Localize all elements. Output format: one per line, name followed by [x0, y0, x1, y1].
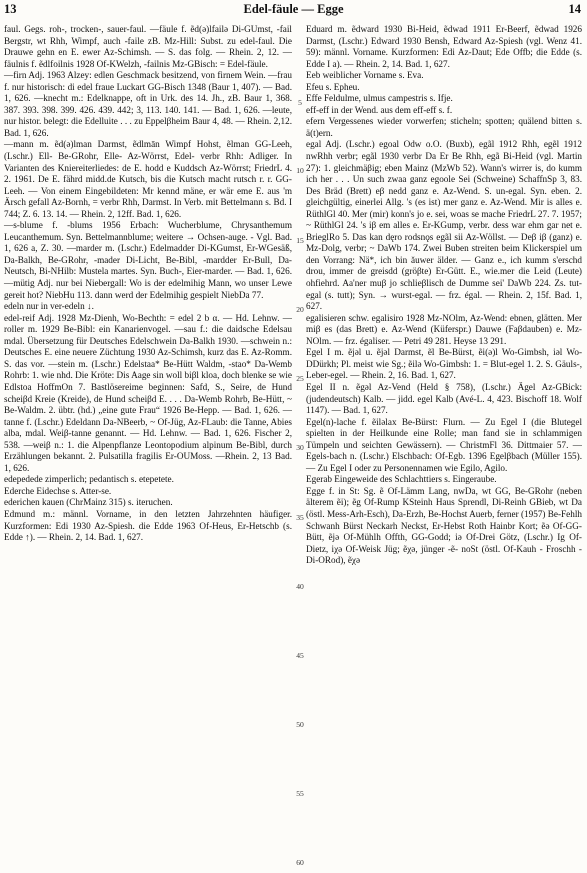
- entry-text: Edmund m.: männl. Vorname, in den letzten Jahrzehnten häufiger. Kurzformen: Edi 1930 Az-Spiesh. die Edde 1963 Of-Heus, Er-Hetschb (s. Edde ↑). — Rhein. 2, 14. Bad. 1, 627.: [4, 508, 292, 543]
- line-number: 5: [298, 98, 302, 107]
- entry-text: faul. Gegs. roh-, trocken-, sauer-faul. —fäule f. ẽd(ǝ)lfailǝ Di-GUmst, -fail Bergstr, wt Rhh, Wimpf, auch -faile zB. Mz-Hill: Subst. zu edel-faul. Die Drauwe gehn en E. ewer Az-Schimsh. — S. das folg. — Rhein. 2, 12. —fäulnis f. ẽdlfoilnis 1928 Of-KWelzh, -failnis Mz-GBisch: = Edel-fäule.: [4, 24, 292, 69]
- line-number: 20: [296, 305, 304, 314]
- line-number: 30: [296, 443, 304, 452]
- entry-text: Ederche Eidechse s. Atter-se.: [4, 485, 112, 496]
- entry-text: egal Adj. (Lschr.) egoal Odw o.O. (Buxb), egãl 1912 Rhh, egẽl 1912 nwRhh verbr; egãl 1930 verbr Da Er Be Rhh, egã Bi-Heid (vgl. Martin 27): 1. gleichmäβig; eben Mainz (MzWb 52). Wann's wirrer is, do kumm ich her . . . Un such zwaa ganz egoole Sei (Schweine) SchaffnSp 3, 83. Des Bräd (Brett) eβ nedd ganz e. Az-Wend. S. un-egal. Syn. eben. 2. gleichgültig, einerlei Allg. 's (es ist) mer ganz e. Az-Wend. Mir is alles e. RüthlGl 40. Mer (mir) konn's jo e. sei, woas se mache FriedrL 27. 7. 1957; ~ RüthlGl 24. 's iβ em alles e. Er-KGump, verbr. dess war ehm gar net e. BrieglRo 5. Das kan dęro rodsnǫs egãl sii Az-Wöllst. — Deβ iβ (ganz) e. Mz-Dolg, verbr; ~ DaWb 174. Zwei Buben streiten beim Klickerspiel um den Vorrang: Nä*, ich bin ăuwer älder. — Ganz e., ich kumm s'erschd drou, immer de greisdd (gröβte) Er-Gütt. E., wie.mer die Leid (Leute) ohfiehrd. Aa'ner muβ jo schlieβlisch de Dumme sei' DaWb 224. Zs. tut-egal (s. tutt); Syn. → wurst-egal. — frz. égal. — Rhein. 2, 15f. Bad. 1, 627.: [306, 139, 582, 312]
- entry-text: edeln nur in ver-edeln ↓.: [4, 301, 94, 312]
- entry-text: Efeu s. Epheu.: [306, 81, 360, 92]
- page-number-left: 13: [4, 2, 17, 16]
- running-head: Edel-fäule — Egge: [243, 2, 344, 16]
- right-column: [306, 24, 582, 567]
- page-header: [0, 0, 587, 22]
- page-number-right: 14: [568, 2, 581, 16]
- line-number: 60: [296, 858, 304, 867]
- entry-text: —s-blume f. -blums 1956 Erbach: Wucherblume, Chrysanthemum Leucanthemum. Syn. Bettelmannblume; weitere → Ochsen-auge. - Vgl. Bad. 1, 626 a, Z. 30. —marder m. (Lschr.) Edelmadder Di-KGumst, Er-WGesäß, Da-Balkh, Be-GRohr, -mader Di-Licht, Be-Bibl, -mardder Er-Bull, Da-Neutsch, Bi-NHilb: Mustela martes. Syn. Buch-, Eier-marder. — Bad. 1, 626. —mütig Adj. nur bei Niebergall: Wo is der edelmihig Mann, wo unser Lewe gereit hot? NiebHu 113. dann werd der Edelmihig gespielt NiebDa 77.: [4, 220, 292, 300]
- entry-text: efern Vergessenes wieder vorwerfen; sticheln; spotten; quälend bitten s. ä(t)ern.: [306, 116, 582, 138]
- entry-text: edepedede zimperlich; pedantisch s. etepetete.: [4, 474, 174, 485]
- entry-text: edel-reif Adj. 1928 Mz-Dienh, Wo-Bechth: = edel 2 b α. — Hd. Lehnw. —roller m. 1929 Be-Bibl: ein Kanarienvogel. —sau f.: die daidsche Edelsau mdal. Übersetzung für Deutsches Edelschwein Da-Balkh 1930. —schwein n.: Deutsches E. eine neuere Züchtung 1930 Az-Schimsh, kurz das E. Az-Romm. S. das vor. —stein m. (Lschr.) Edelstaa* Be-Hütt Waldm, -stao* Da-Wemb Rohrb: 1. wie nhd. Die Kröte: Dis Aage sin woll biβl kloa, doch blenke se wie Edlstoa HoffmOn 7. Bastlösereime beginnen: Safd, S., Seire, de Hund scheiβd Kreie (Kreide), de Hund scheiβd E. . . . Da-Wemb Rohrb, Be-Hütt, ~ Be-Waldm. 2. übtr. (hd.) „eine gute Frau“ 1926 Be-Hepp. — Bad. 1, 626. —tanne f. (Lschr.) Edeldann Da-NBeerb, ~ Of-Jüg, Az-FLaub: die Tanne, Abies alba, mdal. Weiβ-tanne genannt. — Hd. Lehnw. — Bad. 1, 626. Fischer 2, 538. —weiβ n.: 1. die Alpenpflanze Leontopodium alpinum Be-Bibl, durch Erzählungen bekannt. 2. Pulsatilla fragilis Er-OUMoss. —Rhein. 2, 13 Bad. 1, 626.: [4, 312, 292, 473]
- entry-text: Egel I m. ẽjǝl u. ẽjǝl Darmst, ẽl Be-Bürst, ẽi(ǝ)l Wo-Gimbsh, iǝl Wo-DDürkh; Pl. meist wie Sg.; ẽilǝ Wo-Gimbsh: 1. = Blut-egel 1. 2. S. Gäuls-, Leber-egel. — Rhein. 2, 16. Bad. 1, 627.: [306, 347, 582, 381]
- entry-text: Egel(n)-lache f. ẽilǝlax Be-Bürst: Flurn. — Zu Egel I (die Blutegel spielten in der Heilkunde eine Rolle; man fand sie in schlammigen Tümpeln und seichten Gewässern). — ChristmFl 36. Dittmaier 57. —Egels-bach n. (Lschr.) Elschbach: Of-Egb. 1396 Egelβbach (Müller 155). — Zu Egel I oder zu Personennamen wie Egilo, Agilo.: [306, 416, 582, 473]
- entry-text: —mann m. ẽd(ǝ)lman Darmst, ẽdlmān Wimpf Hohst, ẽlman GG-Leeh, (Lschr.) Ell- Be-GRohr, Elle- Az-Wörrst, Edel- verbr Rhh: Adliger. In Varianten des Kniereiterliedes: de E. hodd e Kuddsch Az-Wörrst; FriedrL 4. 2. 1961. De E. fährd midd.de Kutsch, bis die Kutsch macht rutsch r. r. GG-Leeh. — Von einem Eingebildeten: Mr kennd mäne, er wär eme E. aus 'm Ärsch gefall Az-Bornh, = verbr Rhh, Darmst. In Verb. mit Bettelmann s. Bd. I 744; Z. 6. 13. 14. — Rhein. 2, 12ff. Bad. 1, 626.: [4, 139, 292, 219]
- line-number: 50: [296, 720, 304, 729]
- left-column: [4, 24, 292, 544]
- entry-text: Eeb weiblicher Vorname s. Eva.: [306, 70, 424, 81]
- line-number: 10: [296, 166, 304, 175]
- line-number: 55: [296, 789, 304, 798]
- line-number: 15: [296, 236, 304, 245]
- entry-text: Egge f. in St: Sg. ẽ Of-Lämm Lang, nwDa, wt GG, Be-GRohr (neben älterem ẽi); ẽg Of-Rump KSteinh Haus Sprendl, Di-Reinh GBieb, wt Da (östl. Mess-Arh-Esch), Da-Erzh, Be-Hochst Auerb, ferner (1957) Be-Fehlh Schwanh Bürst Neckarh Neckst, Er-Hebst Roth Hainbr Kort; ẽǝ Of-GG-Bütt, ẽjǝ Of-Mühlh Offth, GG-Godd; iǝ Of-Drei Götz, (Lschr.) Ig Of-Dietz, iχǝ Of-Weisk Jüg; ẽχǝ, jünger -ẽ- noSt (östl. Of-Kauh - Froschh - Di-ORod), ẽχǝ: [306, 485, 582, 566]
- entry-text: Egel II n. ẽgǝl Az-Vend (Held § 758), (Lschr.) Ägel Az-GBick: (judendeutsch) Kalb. — jidd. egel Kalb (Avé-L. 4, 423. Bischoff 18. Wolf 1147). — Bad. 1, 627.: [306, 381, 582, 416]
- entry-text: egalisieren schw. egalisiro 1928 Mz-NOlm, Az-Wend: ebnen, glätten. Mer miβ es (das Brett) e. Az-Wend (Küferspr.) Dauwe (Faβdauben) e. Mz-NOlm. — frz. égaliser. — Petri 49 281. Heyse 13 291.: [306, 312, 582, 346]
- entry-text: eff-eff in der Wend. aus dem eff-eff s. f.: [306, 104, 453, 115]
- line-number: 40: [296, 582, 304, 591]
- entry-text: Egerab Eingeweide des Schlachttiers s. Eingeraube.: [306, 474, 497, 485]
- line-number: 45: [296, 651, 304, 660]
- entry-text: ederichen kauen (ChrMainz 315) s. iteruchen.: [4, 497, 173, 508]
- line-number: 25: [296, 374, 304, 383]
- line-number: 35: [296, 513, 304, 522]
- entry-text: Effe Feldulme, ulmus campestris s. Ifje.: [306, 93, 453, 104]
- entry-text: —firn Adj. 1963 Alzey: edlen Geschmack besitzend, von firnem Wein. —frau f. nur historisch: di edel fraue Luckart GG-Bisch 1348 (Baur 1, 407). — Bad. 1, 626. —knecht m.: Edelknappe, oft in Urk. des 14. Jh., zB. Baur 1, 368. 387. 393. 398. 399. 426. 439. 442; 3, 113. 140. 141. — Bad. 1, 626. —leute, nur histor. belegt: die Edelluite . . . zu Eppelβheim Baur 4, 48. — Rhein. 2,12. Bad. 1, 626.: [4, 70, 292, 138]
- entry-text: Eduard m. ẽdward 1930 Bi-Heid, ẽdwad 1911 Er-Beerf, ẽdwad 1926 Darmst, (Lschr.) Edward 1930 Bensh, Edward Az-Spiesh (vgl. Wenz 41. 59): männl. Vorname. Kurzformen: Edi Az-Daut; Ede Offb; die Edde (s. Edde I a). — Rhein. 2, 14. Bad. 1, 627.: [306, 24, 582, 69]
